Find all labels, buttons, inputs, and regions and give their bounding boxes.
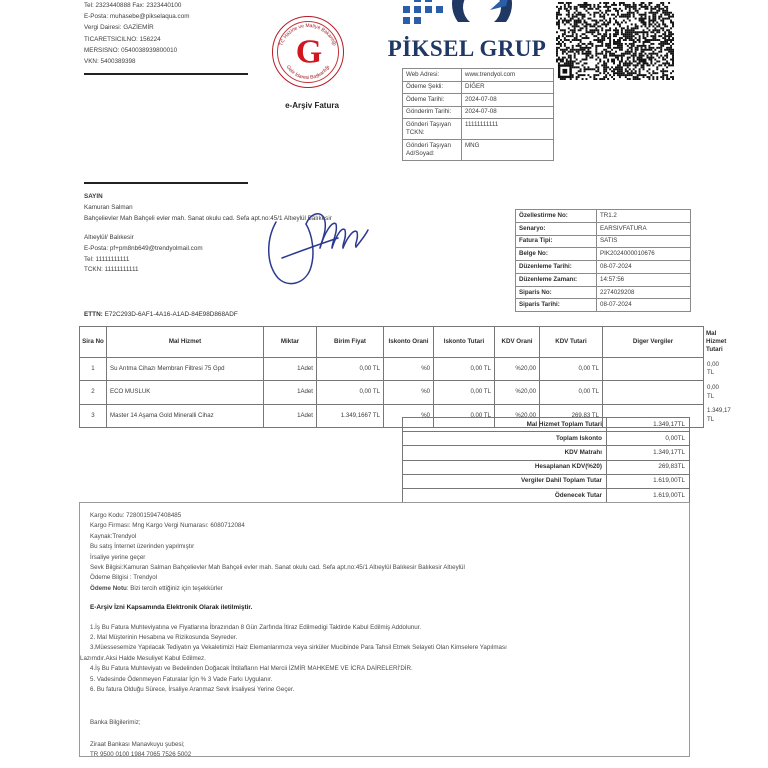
items-header-row: Sira No Mal Hizmet Miktar Birim Fiyat Iskonto Orani Iskonto Tutari KDV Orani KDV Tutari Diger Vergiler Mal Hizmet Tutari xyxy=(80,327,704,358)
earsiv-notice: E-Arşiv İzni Kapsamında Elektronik Olarak iletilmiştir. xyxy=(90,604,253,612)
total-label: Vergiler Dahil Toplam Tutar xyxy=(403,474,607,488)
seal-letter: G xyxy=(295,33,323,71)
piksel-grup-logo-icon xyxy=(398,0,568,38)
meta-key: Belge No: xyxy=(516,248,597,261)
bank-name: Ziraat Bankası Manavkuyu şubesi; xyxy=(90,740,185,748)
seller-phone-fax: Tel: 2323440888 Fax: 2323440100 xyxy=(84,2,182,9)
meta-value: EARSIVFATURA xyxy=(597,222,691,235)
cell-quantity: 1Adet xyxy=(264,358,317,381)
document-type-label: e-Arşiv Fatura xyxy=(285,101,339,110)
total-value: 269,83TL xyxy=(607,460,690,474)
col-header-iskonto-orani: Iskonto Orani xyxy=(384,327,434,358)
meta-value: PIK2024000010676 xyxy=(597,248,691,261)
qr-code-icon xyxy=(556,2,674,80)
meta-key: Düzenleme Tarihi: xyxy=(516,261,597,274)
table-row xyxy=(403,418,690,432)
cell-discount-amount: 0,00 TL xyxy=(434,358,495,381)
col-header-kdv-orani: KDV Orani xyxy=(495,327,540,358)
term-3-cont: Lazımdır.Aksi Halde Mesuliyet Kabul Edilmez. xyxy=(80,654,206,662)
cell-sira-no: 3 xyxy=(80,404,107,427)
term-5: 5. Vadesinde Ödenmeyen Faturalar İçin % 3 Vade Farkı Uygulanır. xyxy=(90,675,273,683)
shipping-value: 11111111111 xyxy=(462,119,554,140)
bank-info xyxy=(90,718,683,761)
seller-mersis: MERSISNO: 0540038939800010 xyxy=(84,46,178,54)
note-odeme-bilgisi: Ödeme Bilgisi : Trendyol xyxy=(90,574,158,582)
meta-key: Fatura Tipi: xyxy=(516,235,597,248)
cell-discount-amount: 0,00 TL xyxy=(434,381,495,404)
table-row xyxy=(403,119,554,140)
bank-title: Banka Bilgilerimiz; xyxy=(90,718,141,726)
total-value: 1.619,00TL xyxy=(607,474,690,488)
term-2: 2. Mal Müşterinin Hesabına ve Rizikosunda Seyreder. xyxy=(90,634,238,642)
meta-key: Senaryo: xyxy=(516,222,597,235)
customer-address: Bahçelievler Mah Bahçeli evler mah. Sanat okulu cad. Sefa apt.no:45/1 Altıeylül Balıkesir xyxy=(84,214,332,222)
table-row xyxy=(403,81,554,94)
col-header-iskonto-tutari: Iskonto Tutari xyxy=(434,327,495,358)
signature-icon xyxy=(262,200,372,290)
bank-iban: TR 9500 0100 1984 7065 7526 5002 xyxy=(90,751,192,759)
invoice-meta-table xyxy=(515,209,691,312)
shipping-info-table xyxy=(402,68,554,161)
cell-sira-no: 1 xyxy=(80,358,107,381)
cell-sira-no: 2 xyxy=(80,381,107,404)
table-row xyxy=(403,488,690,502)
ettn-value: E72C293D-6AF1-4A16-A1AD-84E98D868ADF xyxy=(104,311,238,318)
shipping-value: MNG xyxy=(462,140,554,161)
cell-vat-amount: 0,00 TL xyxy=(540,358,603,381)
notes-content xyxy=(80,511,683,761)
customer-top-divider xyxy=(84,182,248,184)
shipping-key: Ödeme Şekli: xyxy=(403,81,462,94)
ettn-label: ETTN: xyxy=(84,311,103,318)
odeme-notu-label: Ödeme Notu xyxy=(90,584,127,592)
cell-discount-rate: %0 xyxy=(384,358,434,381)
shipping-key: Ödeme Tarihi: xyxy=(403,94,462,107)
shipping-key: Gönderi Taşıyan TCKN: xyxy=(403,119,462,140)
table-row xyxy=(403,474,690,488)
table-row xyxy=(403,94,554,107)
total-label: Hesaplanan KDV(%20) xyxy=(403,460,607,474)
col-header-kdv-tutari: KDV Tutari xyxy=(540,327,603,358)
notes-box xyxy=(79,502,690,757)
total-label: Mal Hizmet Toplam Tutari xyxy=(403,418,607,432)
table-row xyxy=(403,446,690,460)
total-label: KDV Matrahı xyxy=(403,446,607,460)
shipping-key: Web Adresi: xyxy=(403,69,462,82)
meta-value: 08-07-2024 xyxy=(597,299,691,312)
total-value: 0,00TL xyxy=(607,432,690,446)
cell-unit-price: 0,00 TL xyxy=(317,381,384,404)
cell-vat-amount: 0,00 TL xyxy=(540,381,603,404)
odeme-notu-text: : Bizi tercih ettiğiniz için teşekkürler xyxy=(126,584,223,592)
cell-description: ECO MUSLUK xyxy=(107,381,264,404)
customer-name: Kamuran Salman xyxy=(84,203,133,211)
table-row xyxy=(516,248,691,261)
ettn-line xyxy=(84,310,238,319)
total-value: 1.619,00TL xyxy=(607,488,690,502)
cell-description: Su Arıtma Cihazı Membran Filtresi 75 Gpd xyxy=(107,358,264,381)
table-row xyxy=(403,460,690,474)
customer-title: SAYIN xyxy=(84,193,103,200)
meta-key: Düzenleme Zamanı: xyxy=(516,273,597,286)
term-4: 4.İş Bu Fatura Muhteviyatı ve Bedelinden Doğacak İhtilafların Hal Mercii İZMİR MAHKEME VE İCRA DAİRELERİ'DİR. xyxy=(90,665,413,673)
cell-vat-rate: %20,00 xyxy=(495,381,540,404)
table-row xyxy=(403,69,554,82)
cell-other-taxes xyxy=(603,381,704,404)
shipping-value: 2024-07-08 xyxy=(462,94,554,107)
term-6: 6. Bu fatura Olduğu Sürece, İrsaliye Aranmaz Sevk İrsaliyesi Yerine Geçer. xyxy=(90,686,295,694)
col-header-birim-fiyat: Birim Fiyat xyxy=(317,327,384,358)
meta-value: TR1.2 xyxy=(597,210,691,223)
meta-key: Özellestirme No: xyxy=(516,210,597,223)
cell-vat-amount: 269,83 TL xyxy=(540,404,603,427)
customer-phone: Tel: 11111111111 xyxy=(84,255,130,263)
seller-divider xyxy=(84,73,248,75)
shipping-value: www.trendyol.com xyxy=(462,69,554,82)
seller-tax-office: Vergi Dairesi: GAZİEMİR xyxy=(84,24,154,32)
cell-discount-amount: 0,00 TL xyxy=(434,404,495,427)
cell-other-taxes xyxy=(603,358,704,381)
customer-district: Altıeylül/ Balıkesir xyxy=(84,234,134,241)
term-3: 3.Müessesemize Yapılacak Tediyatın ya Vekaletimizi Haiz Elemanlarımıza veya sirküler Mucibinde Para Tahsil Etmek Selayeti Olan Kimselere Yapılması xyxy=(90,644,507,652)
ministry-seal-icon xyxy=(272,16,346,90)
cell-description: Master 14 Aşama Gold Mineralli Cihaz xyxy=(107,404,264,427)
shipping-key: Gönderi Taşıyan Ad/Soyad: xyxy=(403,140,462,161)
customer-email: E-Posta: pf+pm8nb649@trendyolmail.com xyxy=(84,244,203,252)
shipping-value: 2024-07-08 xyxy=(462,106,554,119)
cell-vat-rate: %20,00 xyxy=(495,358,540,381)
term-1: 1.İş Bu Fatura Muhteviyatına ve Fiyatlarına İbrazından 8 Gün Zarfında İtiraz Edilmedigi Taktirde Kabul Edilmiş Addolunur. xyxy=(90,623,422,631)
meta-value: 08-07-2024 xyxy=(597,261,691,274)
seller-vkn: VKN: 5400389398 xyxy=(84,58,136,66)
total-value: 1.349,17TL xyxy=(607,418,690,432)
svg-text:TC Hazine ve Maliye Bakanlığı: TC Hazine ve Maliye Bakanlığı xyxy=(278,22,338,47)
cell-discount-rate: %0 xyxy=(384,381,434,404)
col-header-sira-no: Sira No xyxy=(80,327,107,358)
customer-tckn: TCKN: 11111111111 xyxy=(84,266,139,274)
meta-key: Siparis Tarihi: xyxy=(516,299,597,312)
terms-list xyxy=(80,623,683,696)
cell-unit-price: 1.349,1667 TL xyxy=(317,404,384,427)
total-value: 1.349,17TL xyxy=(607,446,690,460)
col-header-miktar: Miktar xyxy=(264,327,317,358)
shipping-key: Gönderim Tarihi: xyxy=(403,106,462,119)
note-irsaliye: İrsaliye yerine geçer xyxy=(90,553,146,561)
table-row xyxy=(516,273,691,286)
table-row: 2 ECO MUSLUK 1Adet 0,00 TL %0 0,00 TL %20,00 0,00 TL 0,00 TL xyxy=(80,381,704,404)
svg-text:Gelir İdaresi Başkanlığı: Gelir İdaresi Başkanlığı xyxy=(284,64,332,82)
table-row xyxy=(516,299,691,312)
meta-value: 2274029208 xyxy=(597,286,691,299)
col-header-mal-hizmet: Mal Hizmet xyxy=(107,327,264,358)
note-kaynak: Kaynak:Trendyol xyxy=(90,532,137,540)
table-row xyxy=(403,106,554,119)
col-header-diger-vergiler: Diger Vergiler xyxy=(603,327,704,358)
table-row xyxy=(403,432,690,446)
table-row xyxy=(516,235,691,248)
cell-unit-price: 0,00 TL xyxy=(317,358,384,381)
note-internet-sale: Bu satış İnternet üzerinden yapılmıştır xyxy=(90,543,195,551)
note-kargo-kodu: Kargo Kodu: 7280015947408485 xyxy=(90,512,182,519)
cell-vat-rate: %20,00 xyxy=(495,404,540,427)
table-row xyxy=(516,261,691,274)
cell-quantity: 1Adet xyxy=(264,404,317,427)
table-row: 1 Su Arıtma Cihazı Membran Filtresi 75 Gpd 1Adet 0,00 TL %0 0,00 TL %20,00 0,00 TL 0,00 TL xyxy=(80,358,704,381)
total-label: Ödenecek Tutar xyxy=(403,488,607,502)
cell-quantity: 1Adet xyxy=(264,381,317,404)
table-row xyxy=(516,222,691,235)
note-sevk-bilgisi: Sevk Bilgisi:Kamuran Salman Bahçelievler Mah Bahçeli evler mah. Sanat okulu cad. Sefa apt.no:45/1 Altıeylül Balıkesir Balıkesir Altıeylül xyxy=(90,564,465,572)
table-row xyxy=(403,140,554,161)
shipping-value: DİĞER xyxy=(462,81,554,94)
seller-email: E-Posta: muhasebe@pikselaqua.com xyxy=(84,13,190,21)
seller-trade-registry: TICARETSICILNO: 156224 xyxy=(84,35,161,43)
note-odeme-notu xyxy=(90,584,683,594)
totals-table xyxy=(402,417,690,503)
meta-value: SATIS xyxy=(597,235,691,248)
note-kargo-firma: Kargo Firması: Mng Kargo Vergi Numarası: 6080712084 xyxy=(90,522,245,530)
table-row xyxy=(516,210,691,223)
cell-discount-rate: %0 xyxy=(384,404,434,427)
table-row: 3 Master 14 Aşama Gold Mineralli Cihaz 1Adet 1.349,1667 TL %0 0,00 TL %20,00 269,83 TL 1.349,17 TL xyxy=(80,404,704,427)
line-items-table xyxy=(79,326,731,428)
table-row xyxy=(516,286,691,299)
meta-value: 14:57:56 xyxy=(597,273,691,286)
meta-key: Siparis No: xyxy=(516,286,597,299)
brand-name: PİKSEL GRUP xyxy=(387,36,547,61)
total-label: Toplam Iskonto xyxy=(403,432,607,446)
